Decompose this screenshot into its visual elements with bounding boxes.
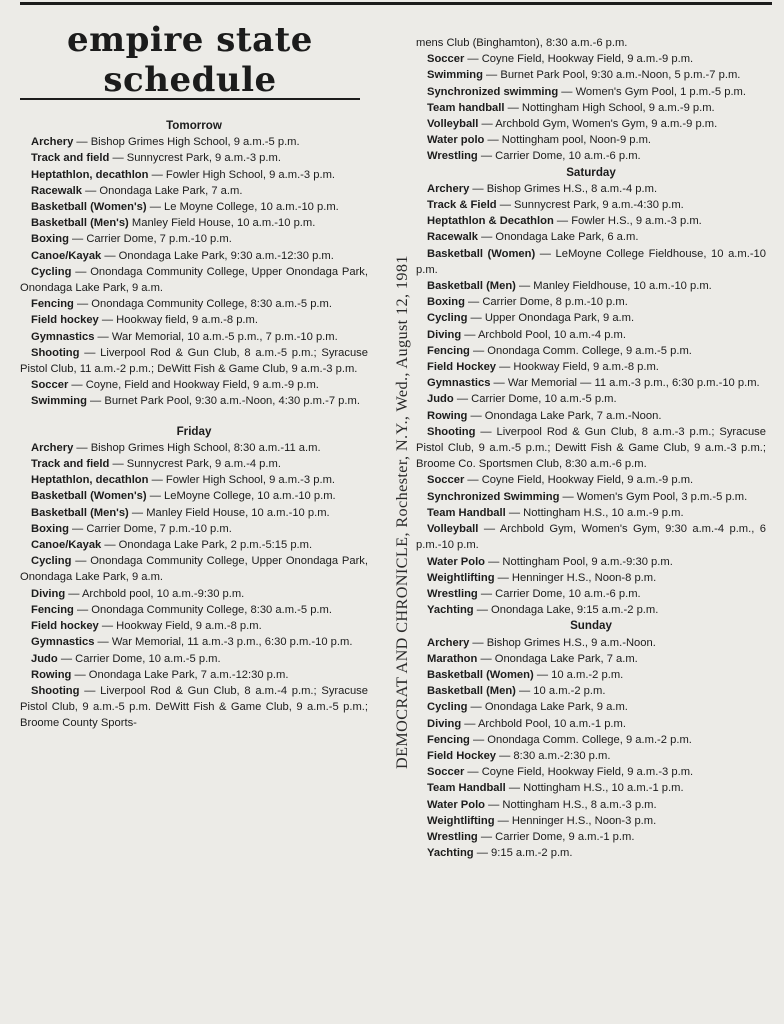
schedule-entry (20, 488, 368, 504)
event-name: Swimming (427, 69, 483, 82)
event-details: — Bishop Grimes H.S., 8 a.m.-4 p.m. (469, 182, 658, 195)
event-name: Cycling (427, 312, 468, 325)
event-name: Basketball (Men) (427, 685, 516, 698)
headline-rule (20, 98, 360, 100)
section-gap (20, 410, 368, 424)
schedule-entry (20, 215, 368, 231)
schedule-entry (20, 183, 368, 199)
schedule-entry (416, 521, 766, 553)
event-details: — Women's Gym Pool, 1 p.m.-5 p.m. (558, 85, 746, 98)
schedule-entry (416, 651, 766, 667)
schedule-entry (416, 278, 766, 294)
event-details: — Onondaga Community College, 8:30 a.m.-5 p.m. (73, 298, 332, 311)
event-details: — 10 a.m.-2 p.m. (515, 685, 606, 698)
schedule-entry (416, 327, 766, 343)
event-name: Gymnastics (427, 377, 491, 390)
schedule-entry (416, 229, 766, 245)
event-details: — Bishop Grimes High School, 9 a.m.-5 p.m. (73, 136, 300, 149)
event-details: — Nottingham H.S., 8 a.m.-3 p.m. (485, 798, 657, 811)
event-name: Basketball (Men) (427, 280, 516, 293)
event-name: Field Hockey (427, 361, 497, 374)
event-name: Volleyball (427, 523, 479, 536)
event-details: — Women's Gym Pool, 3 p.m.-5 p.m. (559, 490, 748, 503)
newspaper-credit-line: DEMOCRAT AND CHRONICLE, Rochester, N.Y., Wed., August 12, 1981 (393, 255, 411, 769)
schedule-entry (20, 167, 368, 183)
event-name: Fencing (31, 298, 74, 311)
event-name: Volleyball (427, 118, 479, 131)
event-name: Cycling (31, 265, 72, 278)
event-details: — Henninger H.S., Noon-8 p.m. (494, 571, 657, 584)
schedule-entry (416, 408, 766, 424)
event-details: — 8:30 a.m.-2:30 p.m. (496, 749, 611, 762)
schedule-entry (20, 329, 368, 345)
schedule-entry (416, 635, 766, 651)
event-details: — Archbold Gym, Women's Gym, 9 a.m.-9 p.m. (478, 118, 718, 131)
schedule-entry (416, 294, 766, 310)
event-name: Swimming (31, 395, 87, 408)
event-name: Synchronized swimming (427, 85, 559, 98)
schedule-entry (20, 134, 368, 150)
schedule-entry (416, 586, 766, 602)
event-name: Rowing (31, 668, 72, 681)
headline-line-1: empire state (67, 20, 313, 60)
event-details: — Onondaga Lake, 9:15 a.m.-2 p.m. (473, 604, 659, 617)
schedule-entry (20, 150, 368, 166)
schedule-entry (416, 797, 766, 813)
schedule-entry (416, 375, 766, 391)
event-name: Cycling (31, 555, 72, 568)
schedule-entry (416, 505, 766, 521)
event-name: Soccer (427, 474, 465, 487)
event-name: Soccer (31, 379, 69, 392)
schedule-entry (20, 472, 368, 488)
event-name: Racewalk (31, 184, 82, 197)
event-name: Soccer (427, 766, 465, 779)
event-name: Team handball (427, 101, 505, 114)
event-name: Fencing (427, 344, 470, 357)
schedule-entry (416, 197, 766, 213)
event-details: — Le Moyne College, 10 a.m.-10 p.m. (146, 201, 339, 214)
schedule-entry (416, 100, 766, 116)
event-details: — Carrier Dome, 10 a.m.-6 p.m. (477, 150, 641, 163)
schedule-entry (416, 570, 766, 586)
event-details: — 9:15 a.m.-2 p.m. (473, 847, 573, 860)
schedule-entry (416, 716, 766, 732)
event-details: — Upper Onondaga Park, 9 a.m. (467, 312, 635, 325)
event-name: Team Handball (427, 782, 506, 795)
event-name: Shooting (427, 425, 476, 438)
right-column (416, 35, 766, 861)
schedule-section (416, 165, 766, 619)
event-details: Manley Field House, 10 a.m.-10 p.m. (128, 217, 316, 230)
schedule-entry (416, 359, 766, 375)
event-details: — Archbold pool, 10 a.m.-9:30 p.m. (65, 587, 245, 600)
event-details: — Hookway field, 9 a.m.-8 p.m. (98, 314, 258, 327)
event-name: Archery (427, 636, 470, 649)
event-name: Weightlifting (427, 814, 495, 827)
event-details: — Bishop Grimes High School, 8:30 a.m.-11 a.m. (73, 441, 321, 454)
schedule-entry (416, 829, 766, 845)
day-heading: Saturday (566, 165, 616, 179)
schedule-entry (416, 602, 766, 618)
event-name: Cycling (427, 701, 468, 714)
event-name: Yachting (427, 604, 474, 617)
event-name: Diving (427, 717, 462, 730)
event-details: — Henninger H.S., Noon-3 p.m. (494, 814, 657, 827)
schedule-entry (20, 651, 368, 667)
event-name: Gymnastics (31, 330, 95, 343)
event-name: Heptathlon & Decathlon (427, 215, 554, 228)
event-details: — Fowler High School, 9 a.m.-3 p.m. (148, 474, 335, 487)
schedule-entry (20, 505, 368, 521)
event-details: — Onondaga Lake Park, 7 a.m. (477, 652, 638, 665)
event-name: Field Hockey (427, 749, 497, 762)
schedule-entry (20, 683, 368, 732)
event-details: — Fowler High School, 9 a.m.-3 p.m. (148, 168, 335, 181)
event-details: — Carrier Dome, 10 a.m.-5 p.m. (57, 652, 221, 665)
event-details: — Liverpool Rod & Gun Club, 8 a.m.-5 p.m.; Syracuse Pistol Club, 11 a.m.-2 p.m.; DeWitt Fish & Game Club, 9 a.m.-3 p.m. (20, 346, 368, 376)
schedule-entry (416, 780, 766, 796)
schedule-entry (416, 310, 766, 326)
schedule-entry (416, 51, 766, 67)
schedule-section (416, 618, 766, 861)
event-name: Track and field (31, 152, 110, 165)
schedule-entry (20, 248, 368, 264)
event-details: — Carrier Dome, 8 p.m.-10 p.m. (464, 296, 628, 309)
event-details: — LeMoyne College Fieldhouse, 10 a.m.-10 p.m. (416, 247, 766, 276)
event-details: — War Memorial, 11 a.m.-3 p.m., 6:30 p.m.-10 p.m. (94, 636, 353, 649)
event-name: Diving (31, 587, 66, 600)
schedule-entry (20, 345, 368, 377)
event-details: — Archbold Pool, 10 a.m.-1 p.m. (461, 717, 626, 730)
schedule-entry (416, 489, 766, 505)
schedule-entry (20, 312, 368, 328)
event-name: Boxing (427, 296, 465, 309)
schedule-entry (20, 296, 368, 312)
schedule-entry (416, 67, 766, 83)
schedule-entry (20, 667, 368, 683)
event-details: — Nottingham pool, Noon-9 p.m. (484, 134, 652, 147)
event-details: — 10 a.m.-2 p.m. (533, 668, 624, 681)
event-details: — Onondaga Lake Park, 9 a.m. (467, 701, 628, 714)
event-name: Basketball (Men's) (31, 217, 129, 230)
event-name: Racewalk (427, 231, 478, 244)
schedule-entry (416, 472, 766, 488)
event-name: Synchronized Swimming (427, 490, 560, 503)
event-name: Basketball (Women) (427, 247, 536, 260)
event-details: — Onondaga Lake Park, 7 a.m.-12:30 p.m. (71, 668, 289, 681)
event-details: — War Memorial, 10 a.m.-5 p.m., 7 p.m.-10 p.m. (94, 330, 338, 343)
day-heading: Tomorrow (166, 119, 222, 132)
event-name: Fencing (31, 603, 74, 616)
event-name: Shooting (31, 346, 80, 359)
event-name: Yachting (427, 847, 474, 860)
schedule-entry (20, 377, 368, 393)
event-details: — Carrier Dome, 10 a.m.-5 p.m. (453, 393, 617, 406)
day-heading: Friday (176, 424, 212, 438)
event-details: — Hookway Field, 9 a.m.-8 p.m. (98, 620, 262, 633)
schedule-entry (20, 618, 368, 634)
event-name: Heptathlon, decathlon (31, 474, 149, 487)
event-details: — Manley Fieldhouse, 10 a.m.-10 p.m. (515, 280, 712, 293)
event-name: Judo (31, 652, 58, 665)
event-name: Shooting (31, 684, 80, 697)
event-name: Water polo (427, 134, 485, 147)
event-name: Field hockey (31, 314, 99, 327)
event-details: — Coyne Field, Hookway Field, 9 a.m.-9 p.m. (464, 53, 694, 66)
event-details: — Onondaga Lake Park, 9:30 a.m.-12:30 p.m. (101, 249, 334, 262)
event-name: Team Handball (427, 506, 506, 519)
event-name: Basketball (Women) (427, 668, 534, 681)
schedule-entry (20, 456, 368, 472)
schedule-entry (416, 391, 766, 407)
event-details: — Coyne Field, Hookway Field, 9 a.m.-3 p.m. (464, 766, 694, 779)
event-details: — Bishop Grimes H.S., 9 a.m.-Noon. (469, 636, 656, 649)
schedule-entry (416, 424, 766, 473)
continuation-text: mens Club (Binghamton), 8:30 a.m.-6 p.m. (416, 37, 628, 49)
event-name: Gymnastics (31, 636, 95, 649)
event-name: Marathon (427, 652, 478, 665)
event-details: — Manley Field House, 10 a.m.-10 p.m. (128, 506, 330, 519)
event-name: Boxing (31, 233, 69, 246)
event-details: — Sunnycrest Park, 9 a.m.-3 p.m. (109, 152, 281, 165)
headline-line-2: schedule (103, 60, 277, 100)
event-name: Weightlifting (427, 571, 495, 584)
event-details: — Coyne, Field and Hookway Field, 9 a.m.-9 p.m. (68, 379, 319, 392)
schedule-section (20, 118, 368, 410)
event-details: — Onondaga Lake Park, 2 p.m.-5:15 p.m. (101, 539, 313, 552)
schedule-entry (416, 845, 766, 861)
event-name: Wrestling (427, 830, 478, 843)
event-details: — Onondaga Community College, 8:30 a.m.-5 p.m. (73, 603, 332, 616)
event-details: — Onondaga Comm. College, 9 a.m.-5 p.m. (469, 344, 692, 357)
event-name: Water Polo (427, 798, 486, 811)
event-details: — Carrier Dome, 7 p.m.-10 p.m. (68, 233, 232, 246)
event-name: Track and field (31, 458, 110, 471)
event-name: Rowing (427, 409, 468, 422)
event-name: Water Polo (427, 555, 486, 568)
event-name: Archery (31, 136, 74, 149)
schedule-entry (416, 246, 766, 278)
schedule-entry (20, 231, 368, 247)
left-column (20, 118, 368, 732)
schedule-entry (20, 634, 368, 650)
schedule-entry (416, 667, 766, 683)
event-details: — Coyne Field, Hookway Field, 9 a.m.-9 p.m. (464, 474, 694, 487)
event-details: — LeMoyne College, 10 a.m.-10 p.m. (146, 490, 336, 503)
event-name: Boxing (31, 522, 69, 535)
schedule-entry (416, 116, 766, 132)
event-name: Fencing (427, 733, 470, 746)
event-details: — Onondaga Community College, Upper Onondaga Park, Onondaga Lake Park, 9 a.m. (20, 265, 368, 295)
event-name: Field hockey (31, 620, 99, 633)
top-rule (20, 2, 772, 5)
schedule-entry (20, 586, 368, 602)
event-details: — Liverpool Rod & Gun Club, 8 a.m.-4 p.m.; Syracuse Pistol Club, 9 a.m.-5 p.m. DeWitt Fish & Game Club, 9 a.m.-5 p.m.; Broome County Sports- (20, 684, 368, 730)
event-details: — Archbold Gym, Women's Gym, 9:30 a.m.-4 p.m., 6 p.m.-10 p.m. (416, 523, 766, 552)
schedule-entry (416, 213, 766, 229)
event-details: — Carrier Dome, 10 a.m.-6 p.m. (477, 587, 641, 600)
event-name: Wrestling (427, 150, 478, 163)
event-details: — Archbold Pool, 10 a.m.-4 p.m. (461, 328, 626, 341)
schedule-entry (20, 537, 368, 553)
event-name: Diving (427, 328, 462, 341)
schedule-entry (20, 393, 368, 409)
event-details: — Onondaga Comm. College, 9 a.m.-2 p.m. (469, 733, 692, 746)
schedule-entry (20, 521, 368, 537)
event-details: — Sunnycrest Park, 9 a.m.-4 p.m. (109, 458, 281, 471)
event-name: Canoe/Kayak (31, 249, 102, 262)
schedule-entry (20, 440, 368, 456)
day-heading: Sunday (570, 619, 612, 633)
event-details: — Hookway Field, 9 a.m.-8 p.m. (496, 361, 659, 374)
event-name: Judo (427, 393, 454, 406)
event-name: Wrestling (427, 587, 478, 600)
event-details: — Liverpool Rod & Gun Club, 8 a.m.-3 p.m.; Syracuse Pistol Club, 9 a.m.-5 p.m.; Dewitt Fish & Game Club, 9 a.m.-3 p.m.; Broome Co. Sportsmen Club, 8:30 a.m.-6 p.m. (416, 425, 766, 471)
event-details: — Nottingham H.S., 10 a.m.-1 p.m. (505, 782, 684, 795)
event-name: Heptathlon, decathlon (31, 168, 149, 181)
schedule-entry (20, 602, 368, 618)
schedule-entry (20, 553, 368, 585)
schedule-entry (416, 699, 766, 715)
event-details: — Burnet Park Pool, 9:30 a.m.-Noon, 4:30 p.m.-7 p.m. (86, 395, 360, 408)
event-details: — Burnet Park Pool, 9:30 a.m.-Noon, 5 p.m.-7 p.m. (482, 69, 741, 82)
event-details: — War Memorial — 11 a.m.-3 p.m., 6:30 p.m.-10 p.m. (490, 377, 760, 390)
event-details: — Fowler H.S., 9 a.m.-3 p.m. (553, 215, 702, 228)
event-details: — Carrier Dome, 7 p.m.-10 p.m. (68, 522, 232, 535)
schedule-entry (416, 343, 766, 359)
event-details: — Onondaga Community College, Upper Onondaga Park, Onondaga Lake Park, 9 a.m. (20, 555, 368, 584)
schedule-entry (416, 683, 766, 699)
schedule-entry (416, 748, 766, 764)
schedule-entry (20, 199, 368, 215)
schedule-section (20, 410, 368, 732)
event-name: Basketball (Women's) (31, 490, 147, 503)
schedule-entry (416, 148, 766, 164)
event-name: Track & Field (427, 199, 497, 212)
event-name: Basketball (Women's) (31, 201, 147, 214)
event-name: Basketball (Men's) (31, 506, 129, 519)
schedule-entry (416, 813, 766, 829)
schedule-entry (416, 732, 766, 748)
headline (20, 20, 360, 100)
schedule-entry (20, 264, 368, 296)
schedule-entry (416, 132, 766, 148)
event-details: — Onondaga Lake Park, 7 a.m. (82, 184, 243, 197)
schedule-section (416, 51, 766, 164)
schedule-entry (416, 764, 766, 780)
schedule-entry (416, 554, 766, 570)
event-details: — Onondaga Lake Park, 6 a.m. (478, 231, 639, 244)
event-details: — Onondaga Lake Park, 7 a.m.-Noon. (467, 409, 662, 422)
event-name: Canoe/Kayak (31, 539, 102, 552)
event-details: — Carrier Dome, 9 a.m.-1 p.m. (477, 830, 635, 843)
event-details: — Nottingham H.S., 10 a.m.-9 p.m. (505, 506, 684, 519)
schedule-entry (416, 84, 766, 100)
event-details: — Nottingham High School, 9 a.m.-9 p.m. (504, 101, 715, 114)
schedule-entry (416, 181, 766, 197)
event-name: Archery (427, 182, 470, 195)
event-details: — Nottingham Pool, 9 a.m.-9:30 p.m. (485, 555, 673, 568)
event-name: Soccer (427, 53, 465, 66)
event-name: Archery (31, 441, 74, 454)
event-details: — Sunnycrest Park, 9 a.m.-4:30 p.m. (496, 199, 684, 212)
